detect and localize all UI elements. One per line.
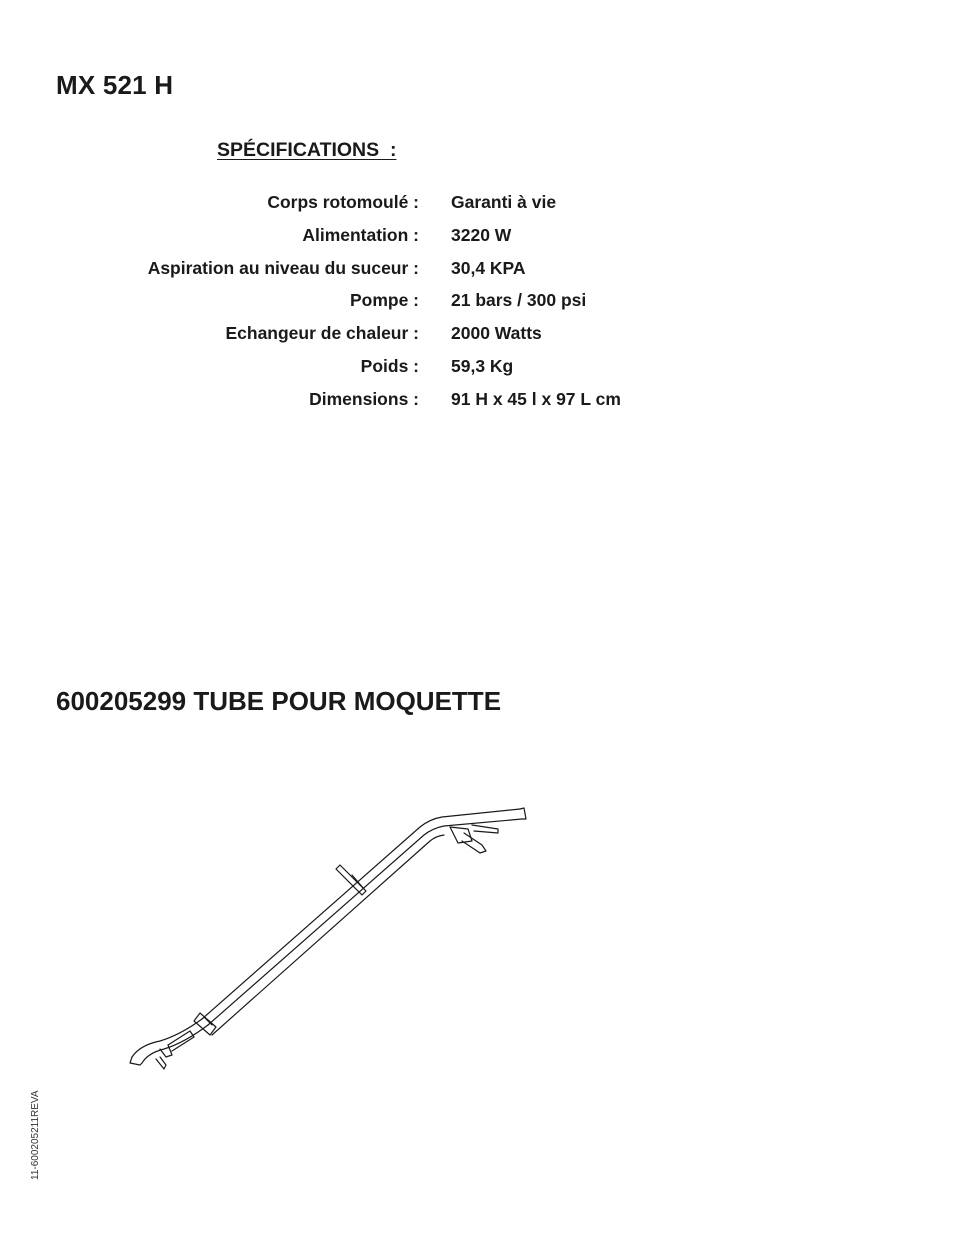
spec-label: Aspiration au niveau du suceur : bbox=[147, 257, 419, 278]
spec-value: 30,4 KPA bbox=[451, 257, 526, 278]
spec-label: Corps rotomoulé : bbox=[267, 192, 419, 212]
spec-row-power bbox=[0, 221, 954, 254]
document-reference: 11-600205211REVA bbox=[30, 1090, 41, 1180]
model-title: MX 521 H bbox=[56, 70, 174, 100]
spec-label: Dimensions : bbox=[309, 388, 419, 409]
spec-row-body bbox=[0, 188, 954, 221]
wand-valve bbox=[450, 827, 472, 843]
accessory-title: 600205299 TUBE POUR MOQUETTE bbox=[56, 686, 502, 716]
spec-row-pump bbox=[0, 286, 954, 319]
spec-value: 3220 W bbox=[451, 224, 512, 245]
spec-row-dimensions bbox=[0, 385, 954, 418]
spec-row-weight bbox=[0, 352, 954, 385]
spec-label: Pompe : bbox=[349, 290, 419, 311]
spec-row-heat-exchanger bbox=[0, 319, 954, 352]
spec-label: Echangeur de chaleur : bbox=[225, 323, 419, 344]
spec-label: Poids : bbox=[360, 355, 419, 376]
spec-value: 21 bars / 300 psi bbox=[451, 290, 587, 311]
carpet-wand-drawing bbox=[120, 795, 540, 1075]
wand-hose-inlet bbox=[520, 808, 526, 819]
spec-value: 59,3 Kg bbox=[451, 355, 514, 376]
spec-row-suction bbox=[0, 254, 954, 287]
spec-label: Alimentation : bbox=[302, 224, 419, 245]
specifications-table bbox=[0, 188, 954, 418]
specifications-heading: SPÉCIFICATIONS : bbox=[217, 139, 397, 161]
spec-value: 2000 Watts bbox=[451, 323, 542, 344]
spec-value: 91 H x 45 l x 97 L cm bbox=[451, 388, 621, 409]
wand-solution-line bbox=[212, 835, 444, 1035]
spec-value: Garanti à vie bbox=[451, 192, 557, 212]
